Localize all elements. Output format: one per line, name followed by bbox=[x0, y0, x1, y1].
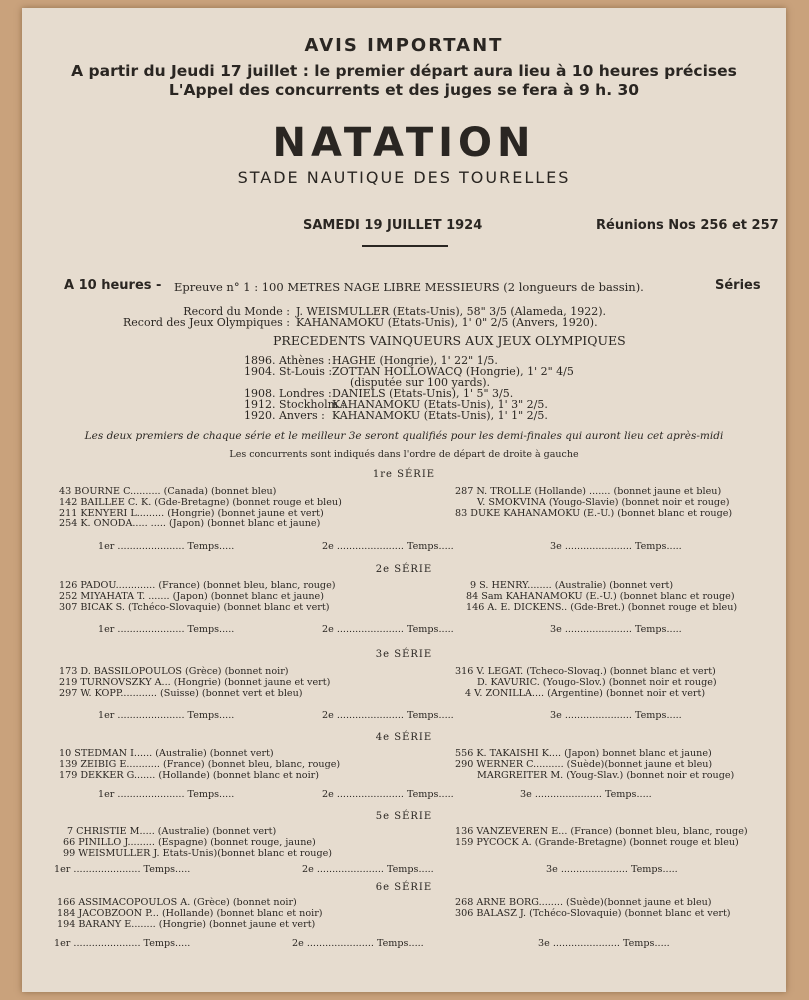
second-place-slot: 2e ...................... Temps..... bbox=[292, 938, 424, 949]
qualification-note: Les deux premiers de chaque série et le meilleur 3e seront qualifiés pour les demi-finales qui auront lieu cet après-midi bbox=[84, 430, 724, 442]
winner-name: (disputée sur 100 yards). bbox=[350, 376, 491, 389]
olympic-record-value: KAHANAMOKU (Etats-Unis), 1' 0" 2/5 (Anvers, 1920). bbox=[296, 316, 598, 329]
competitor-entry: 10 STEDMAN I...... (Australie) (bonnet vert) bbox=[59, 748, 274, 759]
series-left-entries bbox=[59, 827, 332, 859]
winner-name: KAHANAMOKU (Etats-Unis), 1' 3" 2/5. bbox=[332, 398, 548, 411]
series-right-entries bbox=[466, 581, 737, 613]
main-title: NATATION bbox=[272, 120, 536, 166]
competitor-entry: 139 ZEIBIG E........... (France) (bonnet bleu, blanc, rouge) bbox=[59, 758, 341, 770]
series-title: 2e SÉRIE bbox=[375, 564, 433, 575]
series-title: 5e SÉRIE bbox=[375, 811, 433, 822]
winner-year: 1912. Stockholm : bbox=[244, 398, 346, 411]
winner-name: DANIELS (Etats-Unis), 1' 5" 3/5. bbox=[332, 387, 514, 400]
second-place-slot: 2e ...................... Temps..... bbox=[322, 710, 454, 721]
competitor-entry: 9 S. HENRY........ (Australie) (bonnet vert) bbox=[470, 580, 674, 591]
event-stage: Séries bbox=[715, 278, 761, 293]
competitor-entry: 297 W. KOPP............ (Suisse) (bonnet vert et bleu) bbox=[59, 687, 303, 699]
series-left-entries bbox=[59, 667, 330, 699]
second-place-slot: 2e ...................... Temps..... bbox=[322, 624, 454, 635]
winner-year: 1920. Anvers : bbox=[244, 409, 325, 422]
start-order-note: Les concurrents sont indiqués dans l'ordre de départ de droite à gauche bbox=[229, 449, 579, 460]
competitor-entry: 126 PADOU............. (France) (bonnet bleu, blanc, rouge) bbox=[59, 580, 336, 591]
first-place-slot: 1er ...................... Temps..... bbox=[54, 938, 191, 949]
program-page bbox=[22, 8, 786, 992]
winner-name: KAHANAMOKU (Etats-Unis), 1' 1" 2/5. bbox=[332, 409, 548, 422]
first-place-slot: 1er ...................... Temps..... bbox=[98, 624, 235, 635]
series-right-entries bbox=[455, 487, 732, 519]
competitor-entry: 211 KENYERI L......... (Hongrie) (bonnet jaune et vert) bbox=[59, 507, 324, 519]
winner-year: 1904. St-Louis : bbox=[244, 365, 333, 378]
competitor-entry: 166 ASSIMACOPOULOS A. (Grèce) (bonnet noir) bbox=[57, 897, 297, 908]
series-right-entries bbox=[455, 827, 748, 849]
second-place-slot: 2e ...................... Temps..... bbox=[322, 541, 454, 552]
series-title: 3e SÉRIE bbox=[375, 649, 433, 660]
competitor-entry: 290 WERNER C.......... (Suède)(bonnet jaune et bleu) bbox=[455, 758, 713, 770]
notice-title: AVIS IMPORTANT bbox=[304, 35, 504, 56]
event-date: SAMEDI 19 JUILLET 1924 bbox=[303, 218, 483, 233]
competitor-entry: D. KAVURIC. (Yougo-Slov.) (bonnet noir et rouge) bbox=[477, 676, 717, 688]
series-right-entries bbox=[455, 667, 717, 699]
series-left-entries bbox=[59, 749, 340, 781]
first-place-slot: 1er ...................... Temps..... bbox=[98, 541, 235, 552]
venue-title: STADE NAUTIQUE DES TOURELLES bbox=[237, 168, 571, 187]
competitor-entry: 179 DEKKER G....... (Hollande) (bonnet blanc et noir) bbox=[59, 769, 319, 781]
series-title: 1re SÉRIE bbox=[372, 469, 436, 480]
series-right-entries bbox=[455, 749, 734, 781]
competitor-entry: 307 BICAK S. (Tchéco-Slovaquie) (bonnet blanc et vert) bbox=[59, 601, 330, 613]
previous-winners-title: PRECEDENTS VAINQUEURS AUX JEUX OLYMPIQUES bbox=[273, 333, 626, 348]
competitor-entry: 316 V. LEGAT. (Tcheco-Slovaq.) (bonnet blanc et vert) bbox=[455, 666, 716, 677]
competitor-entry: 173 D. BASSILOPOULOS (Grèce) (bonnet noir) bbox=[59, 666, 289, 677]
third-place-slot: 3e ...................... Temps..... bbox=[550, 624, 682, 635]
competitor-entry: 219 TURNOVSZKY A... (Hongrie) (bonnet jaune et vert) bbox=[59, 676, 331, 688]
competitor-entry: MARGREITER M. (Youg-Slav.) (bonnet noir et rouge) bbox=[477, 769, 735, 781]
competitor-entry: 83 DUKE KAHANAMOKU (E.-U.) (bonnet blanc et rouge) bbox=[455, 507, 733, 519]
second-place-slot: 2e ...................... Temps..... bbox=[322, 789, 454, 800]
competitor-entry: 146 A. E. DICKENS.. (Gde-Bret.) (bonnet rouge et bleu) bbox=[466, 601, 738, 613]
first-place-slot: 1er ...................... Temps..... bbox=[98, 789, 235, 800]
notice-line-2: L'Appel des concurrents et des juges se fera à 9 h. 30 bbox=[168, 81, 640, 99]
series-title: 4e SÉRIE bbox=[375, 732, 433, 743]
series-left-entries bbox=[57, 898, 323, 930]
third-place-slot: 3e ...................... Temps..... bbox=[520, 789, 652, 800]
competitor-entry: V. SMOKVINA (Yougo-Slavie) (bonnet noir et rouge) bbox=[477, 496, 730, 508]
third-place-slot: 3e ...................... Temps..... bbox=[546, 864, 678, 875]
competitor-entry: 142 BAILLEE C. K. (Gde-Bretagne) (bonnet rouge et bleu) bbox=[59, 496, 342, 508]
divider bbox=[362, 245, 448, 247]
competitor-entry: 254 K. ONODA..... ..... (Japon) (bonnet blanc et jaune) bbox=[59, 518, 321, 530]
event-time: A 10 heures - bbox=[64, 278, 162, 293]
event-title: Epreuve n° 1 : 100 METRES NAGE LIBRE MESSIEURS (2 longueurs de bassin). bbox=[174, 280, 644, 294]
series-title: 6e SÉRIE bbox=[375, 882, 433, 893]
winner-name: ZOTTAN HOLLOWACQ (Hongrie), 1' 2" 4/5 bbox=[332, 365, 574, 378]
world-record-value: J. WEISMULLER (Etats-Unis), 58" 3/5 (Alameda, 1922). bbox=[296, 305, 606, 318]
competitor-entry: 287 N. TROLLE (Hollande) ....... (bonnet jaune et bleu) bbox=[455, 486, 722, 497]
series-right-entries bbox=[455, 898, 731, 920]
competitor-entry: 184 JACOBZOON P... (Hollande) (bonnet blanc et noir) bbox=[57, 907, 323, 919]
competitor-entry: 556 K. TAKAISHI K.... (Japon) bonnet blanc et jaune) bbox=[455, 748, 712, 759]
winner-name: HAGHE (Hongrie), 1' 22" 1/5. bbox=[332, 354, 498, 367]
competitor-entry: 268 ARNE BORG........ (Suède)(bonnet jaune et bleu) bbox=[455, 897, 712, 908]
competitor-entry: 43 BOURNE C.......... (Canada) (bonnet bleu) bbox=[59, 486, 277, 497]
third-place-slot: 3e ...................... Temps..... bbox=[550, 541, 682, 552]
third-place-slot: 3e ...................... Temps..... bbox=[538, 938, 670, 949]
competitor-entry: 194 BARANY E........ (Hongrie) (bonnet jaune et vert) bbox=[57, 918, 316, 930]
competitor-entry: 66 PINILLO J......... (Espagne) (bonnet rouge, jaune) bbox=[63, 836, 316, 848]
first-place-slot: 1er ...................... Temps..... bbox=[54, 864, 191, 875]
winner-year: 1908. Londres : bbox=[244, 387, 332, 400]
competitor-entry: 252 MIYAHATA T. ....... (Japon) (bonnet blanc et jaune) bbox=[59, 590, 324, 602]
competitor-entry: 99 WEISMULLER J. Etats-Unis)(bonnet blanc et rouge) bbox=[63, 847, 333, 859]
reunion-numbers: Réunions Nos 256 et 257 bbox=[596, 218, 779, 233]
second-place-slot: 2e ...................... Temps..... bbox=[302, 864, 434, 875]
series-left-entries bbox=[59, 487, 342, 530]
competitor-entry: 7 CHRISTIE M..... (Australie) (bonnet vert) bbox=[67, 826, 277, 837]
series-left-entries bbox=[59, 581, 336, 613]
winner-year: 1896. Athènes : bbox=[244, 354, 332, 367]
competitor-entry: 159 PYCOCK A. (Grande-Bretagne) (bonnet rouge et bleu) bbox=[455, 836, 739, 848]
world-record-label: Record du Monde : bbox=[183, 305, 290, 318]
olympic-record-label: Record des Jeux Olympiques : bbox=[123, 316, 290, 329]
notice-line-1: A partir du Jeudi 17 juillet : le premier départ aura lieu à 10 heures précises bbox=[71, 62, 737, 80]
competitor-entry: 136 VANZEVEREN E... (France) (bonnet bleu, blanc, rouge) bbox=[455, 826, 748, 837]
competitor-entry: 4 V. ZONILLA.... (Argentine) (bonnet noir et vert) bbox=[465, 687, 706, 699]
competitor-entry: 306 BALASZ J. (Tchéco-Slovaquie) (bonnet blanc et vert) bbox=[455, 907, 731, 919]
third-place-slot: 3e ...................... Temps..... bbox=[550, 710, 682, 721]
first-place-slot: 1er ...................... Temps..... bbox=[98, 710, 235, 721]
competitor-entry: 84 Sam KAHANAMOKU (E.-U.) (bonnet blanc et rouge) bbox=[466, 590, 735, 602]
